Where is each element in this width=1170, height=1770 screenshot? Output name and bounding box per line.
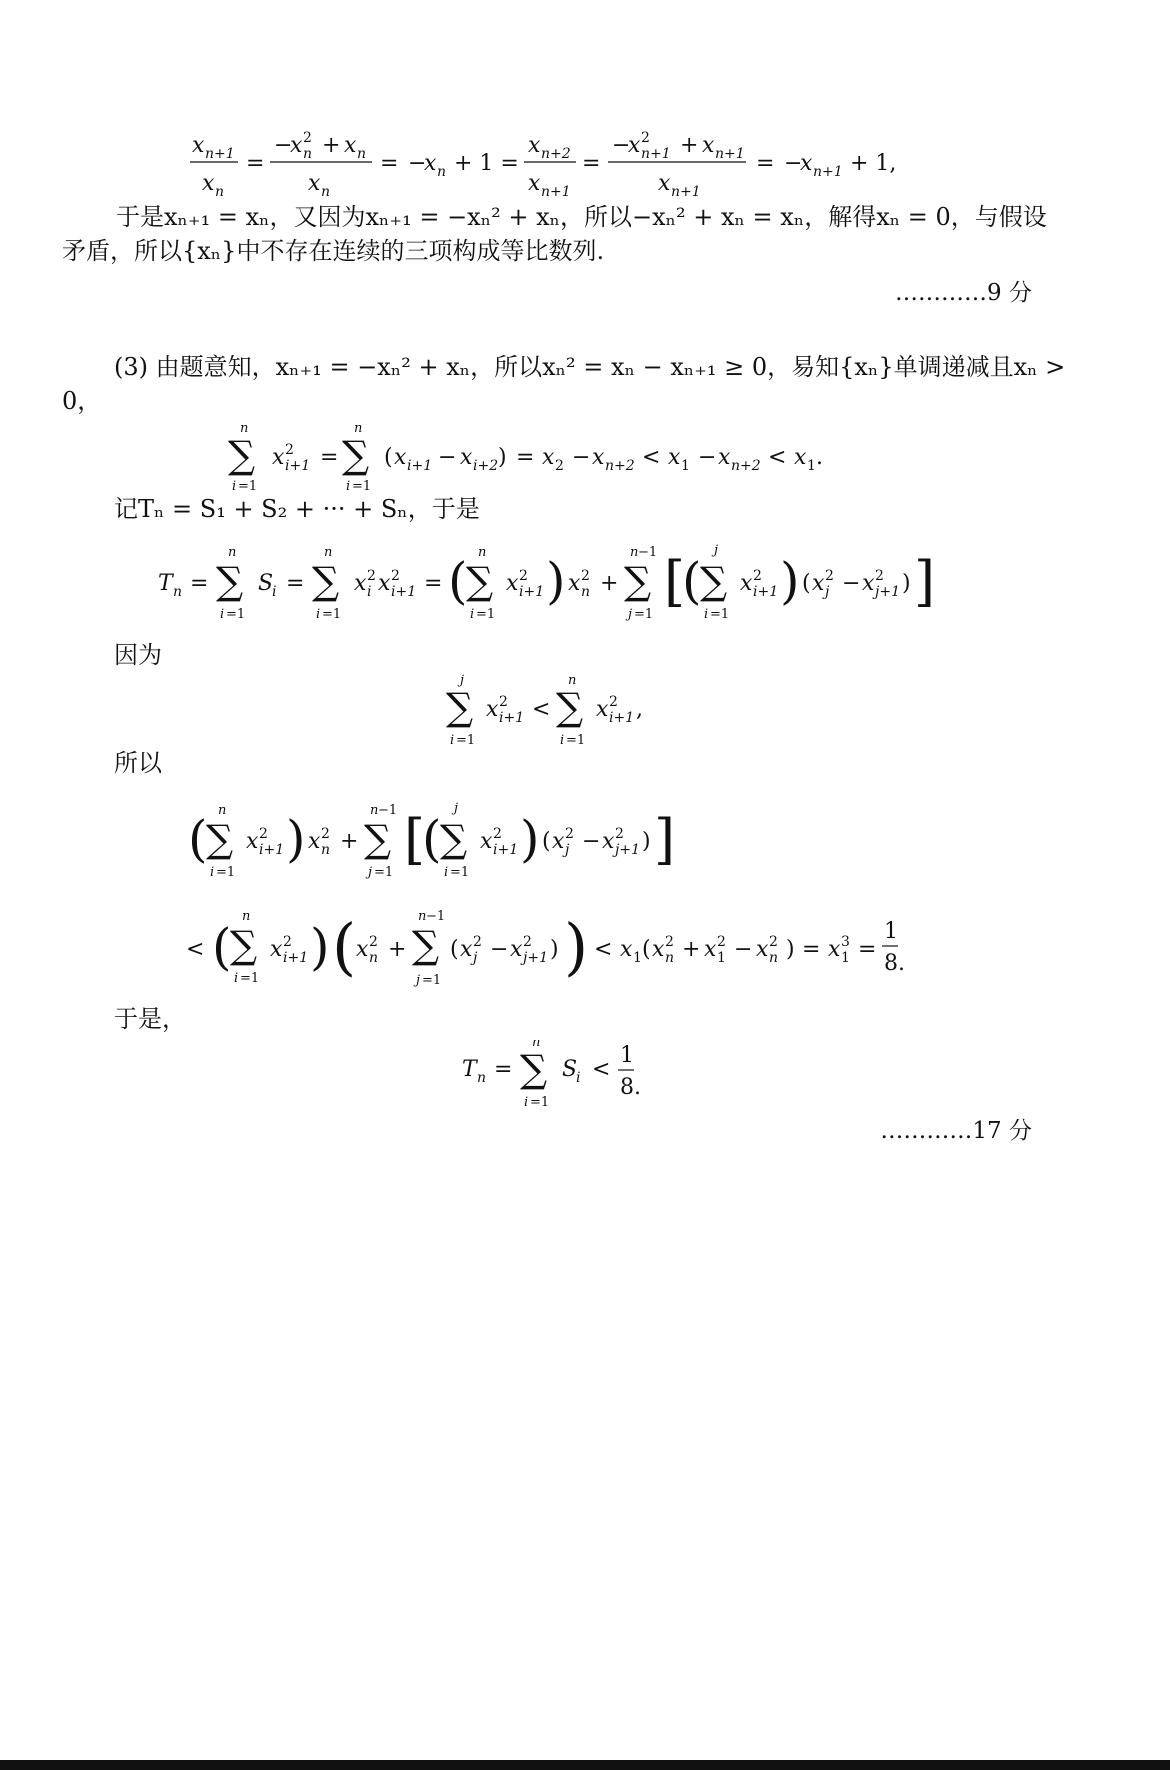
svg-text:x: x [506,571,519,596]
svg-text:n+1: n+1 [715,146,745,162]
svg-text:∑: ∑ [412,923,440,967]
page-bottom-border [0,1760,1170,1770]
svg-text:=1: =1 [216,865,236,880]
svg-text:=1: =1 [530,1095,550,1110]
svg-text:i+1: i+1 [609,710,635,726]
svg-text:<: < [768,445,787,470]
svg-text:i+2: i+2 [473,458,499,474]
svg-text:i: i [234,971,239,986]
svg-text:=1: =1 [422,973,442,988]
svg-text:∑: ∑ [466,559,494,603]
svg-text:x: x [542,445,555,470]
svg-text:.: . [634,1075,641,1100]
svg-text:=1: =1 [240,971,260,986]
svg-text:n: n [581,584,591,600]
svg-text:x: x [308,171,321,196]
svg-text:2: 2 [565,826,574,842]
svg-text:=: = [802,937,821,962]
svg-text:.: . [898,951,905,976]
svg-text:i: i [220,607,225,622]
svg-text:x: x [308,829,321,854]
svg-text:i: i [316,607,321,622]
svg-text:2: 2 [303,130,312,146]
svg-text:n: n [215,184,225,198]
svg-text:): ) [520,810,540,868]
svg-text:=1: =1 [322,607,342,622]
svg-text:−: − [438,445,457,470]
svg-text:n+1: n+1 [641,146,671,162]
paragraph-line: 矛盾，所以{xₙ}中不存在连续的三项构成等比数列. [62,237,605,265]
svg-text:−1: −1 [638,545,658,560]
svg-text:x: x [424,151,437,176]
svg-text:n+1: n+1 [205,146,235,162]
svg-text:x: x [740,571,753,596]
svg-text:i: i [704,607,709,622]
svg-text:−: − [582,829,601,854]
svg-text:=: = [582,151,601,176]
svg-text:n: n [242,909,251,924]
svg-text:(: ( [332,910,357,983]
svg-text:x: x [192,133,205,158]
svg-text:−: − [734,937,753,962]
svg-text:3: 3 [841,934,850,950]
svg-text:(: ( [542,829,551,854]
svg-text:−: − [490,937,509,962]
svg-text:=1: =1 [374,865,394,880]
svg-text:2: 2 [555,458,564,474]
svg-text:+: + [340,829,359,854]
svg-text:<: < [592,1057,611,1082]
svg-text:i: i [232,479,237,494]
svg-text:i: i [576,1070,581,1086]
svg-text:n: n [303,146,313,162]
svg-text:2: 2 [493,826,502,842]
svg-text:x: x [602,829,615,854]
svg-text:n+1: n+1 [671,184,701,198]
svg-text:x: x [480,829,493,854]
svg-text:x: x [460,937,473,962]
svg-text:j: j [565,842,570,858]
svg-text:n+2: n+2 [605,458,635,474]
svg-text:j: j [460,673,465,688]
svg-text:n: n [568,673,577,688]
paragraph-line: 于是xₙ₊₁ = xₙ，又因为xₙ₊₁ = −xₙ² + xₙ，所以−xₙ² + xₙ = xₙ，解得xₙ = 0，与假设 [116,203,1047,231]
svg-text:(: ( [682,552,702,610]
svg-text:x: x [394,445,407,470]
svg-text:−: − [274,133,293,158]
svg-text:1: 1 [681,458,690,474]
svg-text:8: 8 [620,1075,634,1100]
svg-text:i+1: i+1 [283,950,309,966]
svg-text:+: + [322,133,341,158]
svg-text:−: − [784,151,803,176]
svg-text:T: T [158,571,173,596]
equation-upper-bound [182,900,922,996]
svg-text:): ) [310,918,330,976]
svg-text:2: 2 [581,568,590,584]
svg-text:=1: =1 [226,607,246,622]
svg-text:n: n [369,950,379,966]
svg-text:2: 2 [717,934,726,950]
svg-text:x: x [794,445,807,470]
svg-text:x: x [568,571,581,596]
svg-text:=: = [858,937,877,962]
svg-text:(: ( [450,937,459,962]
svg-text:=1: =1 [566,733,586,748]
svg-text:i+1: i+1 [493,842,519,858]
svg-text:∑: ∑ [364,817,392,861]
svg-text:.: . [816,445,823,470]
svg-text:∑: ∑ [312,559,340,603]
svg-text:j+1: j+1 [875,584,900,600]
svg-text:=1: =1 [456,733,476,748]
svg-text:2: 2 [665,934,674,950]
svg-text:<: < [594,937,613,962]
svg-text:n: n [321,184,331,198]
svg-text:S: S [562,1057,578,1082]
svg-text:+: + [388,937,407,962]
paragraph-line: 记Tₙ = S₁ + S₂ + ··· + Sₙ，于是 [114,495,480,523]
equation-ratio [150,128,930,198]
svg-text:x: x [356,937,369,962]
svg-text:[: [ [664,550,686,613]
svg-text:∑: ∑ [230,923,258,967]
svg-text:j+1: j+1 [523,950,548,966]
svg-text:n: n [477,1070,487,1086]
score-marker: …………17 分 [880,1118,1032,1144]
svg-text:x: x [596,697,609,722]
svg-text:x: x [528,171,541,196]
svg-text:x: x [620,937,633,962]
svg-text:]: ] [914,550,936,613]
svg-text:=1: =1 [352,479,372,494]
svg-text:=: = [380,151,399,176]
svg-text:−1: −1 [426,909,446,924]
svg-text:x: x [460,445,473,470]
svg-text:∑: ∑ [520,1047,548,1091]
svg-text:n: n [478,545,487,560]
svg-text:x: x [552,829,565,854]
svg-text:n: n [321,842,331,858]
svg-text:(: ( [384,445,393,470]
svg-text:∑: ∑ [700,559,728,603]
svg-text:=: = [756,151,775,176]
svg-text:+ 1,: + 1, [850,151,897,176]
svg-text:i+1: i+1 [407,458,433,474]
equation-partial-sum-inequality [444,670,674,750]
svg-text:x: x [658,171,671,196]
svg-text:+ 1 =: + 1 = [454,151,519,176]
svg-text:n: n [437,164,447,180]
svg-text:i: i [450,733,455,748]
svg-text:x: x [828,937,841,962]
svg-text:2: 2 [285,442,294,458]
svg-text:2: 2 [391,568,400,584]
svg-text:2: 2 [473,934,482,950]
svg-text:=: = [246,151,265,176]
svg-text:j: j [714,543,719,558]
svg-text:i: i [444,865,449,880]
svg-text:]: ] [654,808,676,871]
svg-text:n: n [370,803,379,818]
equation-sum-bound [228,418,888,496]
svg-text:i+1: i+1 [259,842,285,858]
svg-text:x: x [800,151,813,176]
svg-text:T: T [462,1057,477,1082]
svg-text:i+1: i+1 [285,458,311,474]
paragraph-line: 0， [62,387,102,415]
svg-text:x: x [704,937,717,962]
svg-text:x: x [702,133,715,158]
svg-text:x: x [652,937,665,962]
svg-text:i+1: i+1 [519,584,545,600]
svg-text:j: j [368,865,373,880]
svg-text:j: j [628,607,633,622]
svg-text:x: x [510,937,523,962]
svg-text:j+1: j+1 [615,842,640,858]
svg-text:−: − [408,151,427,176]
paragraph-line: 因为 [114,641,162,669]
svg-text:j: j [416,973,421,988]
svg-text:n+1: n+1 [541,184,571,198]
svg-text:i: i [210,865,215,880]
score-marker: …………9 分 [895,280,1032,306]
svg-text:(: ( [642,937,651,962]
svg-text:j: j [454,801,459,816]
paragraph-line: 于是， [114,1005,186,1033]
svg-text:+: + [682,937,701,962]
svg-text:n: n [240,421,249,436]
svg-text:x: x [486,697,499,722]
svg-text:x: x [756,937,769,962]
svg-text:∑: ∑ [216,559,244,603]
svg-text:n: n [769,950,779,966]
svg-text:∑: ∑ [556,685,584,729]
svg-text:i: i [470,607,475,622]
svg-text:2: 2 [519,568,528,584]
svg-text:−: − [698,445,717,470]
svg-text:x: x [354,571,367,596]
svg-text:i+1: i+1 [391,584,417,600]
svg-text:=: = [320,445,339,470]
svg-text:=: = [190,571,209,596]
svg-text:2: 2 [875,568,884,584]
svg-text:): ) [286,810,306,868]
svg-text:1: 1 [717,950,726,966]
svg-text:−: − [612,133,631,158]
svg-text:2: 2 [369,934,378,950]
svg-text:i: i [346,479,351,494]
svg-text:=1: =1 [476,607,496,622]
svg-text:n: n [630,545,639,560]
svg-text:2: 2 [523,934,532,950]
svg-text:x: x [812,571,825,596]
svg-text:): ) [642,829,651,854]
svg-text:2: 2 [321,826,330,842]
svg-text:2: 2 [259,826,268,842]
svg-text:8: 8 [884,951,898,976]
svg-text:j: j [473,950,478,966]
svg-text:−: − [572,445,591,470]
svg-text:1: 1 [807,458,816,474]
svg-text:x: x [272,445,285,470]
svg-text:x: x [270,937,283,962]
svg-text:1: 1 [620,1043,634,1068]
svg-text:i: i [272,584,277,600]
svg-text:i: i [560,733,565,748]
svg-text:x: x [628,133,641,158]
svg-text:i+1: i+1 [499,710,525,726]
svg-text:n: n [218,803,227,818]
svg-text:n: n [418,909,427,924]
svg-text:n+2: n+2 [731,458,761,474]
svg-text:∑: ∑ [342,433,370,477]
svg-text:x: x [862,571,875,596]
svg-text:): ) [786,937,795,962]
svg-text:x: x [528,133,541,158]
svg-text:=1: =1 [238,479,258,494]
svg-text:1: 1 [633,950,642,966]
paragraph-line: (3) 由题意知，xₙ₊₁ = −xₙ² + xₙ，所以xₙ² = xₙ − xₙ₊₁ ≥ 0，易知{xₙ}单调递减且xₙ > [114,353,1066,381]
svg-text:): ) [564,910,589,983]
svg-text:(: ( [448,552,468,610]
svg-text:x: x [202,171,215,196]
svg-text:2: 2 [367,568,376,584]
svg-text:2: 2 [283,934,292,950]
svg-text:n: n [532,1040,541,1050]
svg-text:<: < [642,445,661,470]
svg-text:<: < [186,937,205,962]
svg-text:(: ( [802,571,811,596]
svg-text:): ) [498,445,507,470]
equation-lhs-expression [184,798,704,884]
svg-text:+: + [600,571,619,596]
svg-text:=1: =1 [450,865,470,880]
svg-text:n: n [665,950,675,966]
svg-text:): ) [550,937,559,962]
svg-text:S: S [258,571,274,596]
svg-text:1: 1 [884,919,898,944]
svg-text:): ) [546,552,566,610]
svg-text:∑: ∑ [446,685,474,729]
svg-text:∑: ∑ [228,433,256,477]
svg-text:∑: ∑ [440,817,468,861]
svg-text:=: = [286,571,305,596]
svg-text:): ) [902,571,911,596]
svg-text:,: , [636,697,643,722]
svg-text:−1: −1 [378,803,398,818]
svg-text:=: = [424,571,443,596]
paragraph-line: 所以 [114,749,162,777]
svg-text:2: 2 [641,130,650,146]
svg-text:n+1: n+1 [813,164,843,180]
svg-text:x: x [668,445,681,470]
svg-text:n: n [324,545,333,560]
svg-text:(: ( [212,918,232,976]
svg-text:∑: ∑ [624,559,652,603]
svg-text:i: i [524,1095,529,1110]
equation-tn-expansion [154,540,954,626]
svg-text:[: [ [404,808,426,871]
svg-text:2: 2 [499,694,508,710]
svg-text:i: i [367,584,372,600]
svg-text:x: x [718,445,731,470]
svg-text:n+2: n+2 [541,146,571,162]
svg-text:n: n [357,146,367,162]
svg-text:j: j [825,584,830,600]
svg-text:2: 2 [609,694,618,710]
svg-text:x: x [246,829,259,854]
svg-text:2: 2 [769,934,778,950]
svg-text:): ) [780,552,800,610]
equation-final-bound [460,1040,660,1120]
svg-text:n: n [173,584,183,600]
svg-text:2: 2 [615,826,624,842]
svg-text:−: − [842,571,861,596]
svg-text:(: ( [422,810,442,868]
svg-text:<: < [532,697,551,722]
svg-text:2: 2 [825,568,834,584]
svg-text:x: x [344,133,357,158]
svg-text:n: n [228,545,237,560]
svg-text:=1: =1 [710,607,730,622]
svg-text:1: 1 [841,950,850,966]
svg-text:=1: =1 [634,607,654,622]
svg-text:+: + [680,133,699,158]
svg-text:2: 2 [753,568,762,584]
svg-text:x: x [290,133,303,158]
svg-text:(: ( [188,810,208,868]
svg-text:x: x [378,571,391,596]
svg-text:i+1: i+1 [753,584,779,600]
svg-text:=: = [494,1057,513,1082]
svg-text:=: = [516,445,535,470]
svg-text:n: n [354,421,363,436]
svg-text:∑: ∑ [206,817,234,861]
svg-text:x: x [592,445,605,470]
